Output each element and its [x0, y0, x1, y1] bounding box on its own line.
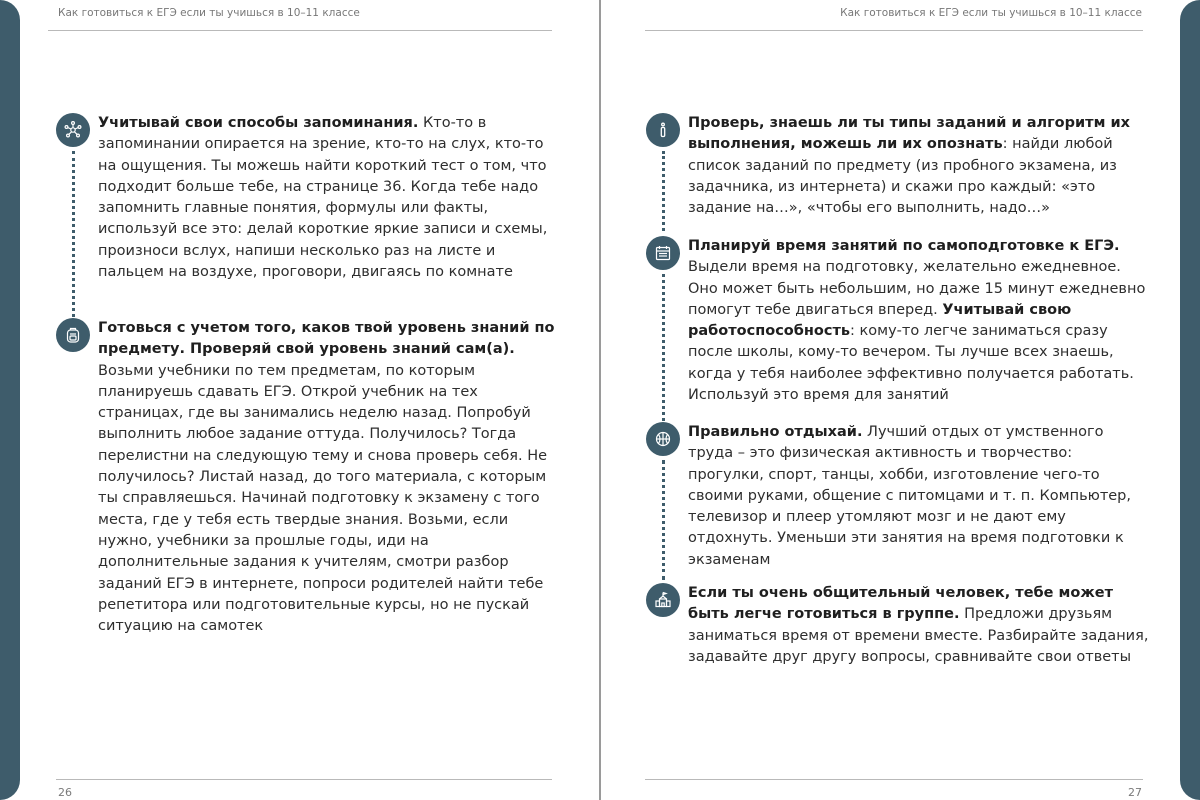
tip-subheading: Учитывай свою работоспособность	[688, 301, 1072, 340]
left-page	[0, 0, 599, 800]
right-running-header: Как готовиться к ЕГЭ если ты учишься в 10–11 классе	[840, 7, 1142, 19]
tip-heading: Правильно отдыхай.	[688, 424, 863, 440]
timeline-dots	[662, 460, 665, 580]
tip-body: Выдели время на подготовку, желательно ежедневное. Оно может быть небольшим, но даже 15 минут ежедневно помогут тебе двигаться вперед.	[688, 259, 1146, 318]
right-page	[601, 0, 1200, 800]
tip-body: Возьми учебники по тем предметам, по которым планируешь сдавать ЕГЭ. Открой учебник на тех страницах, где вы занимались неделю назад. Попробуй выполнить любое задание оттуда. Получилось? Тогда перелистни на следующую тему и снова проверь себя. Не получилось? Листай назад, до того материала, с которым ты справляешься. Начинай подготовку к экзамену с того места, где у тебя есть твердые знания. Возьми, если нужно, учебники за прошлые годы, иди на дополнительные задания к учителям, смотри разбор заданий ЕГЭ в интернете, попроси родителей найти тебе репетитора или подготовительные курсы, но не пускай ситуацию на самотек	[98, 362, 548, 635]
calendar-icon	[646, 236, 680, 270]
right-header-rule	[645, 30, 1143, 31]
right-page-number: 27	[1128, 786, 1142, 799]
tip-text	[98, 113, 556, 283]
school-icon	[646, 583, 680, 617]
tip-text	[688, 583, 1150, 668]
tip-body: Кто-то в запоминании опирается на зрение, кто-то на слух, кто-то на ощущения. Ты можешь найти короткий тест о том, что подходит больше тебе, на странице 36. Когда тебе надо запомнить главные понятия, формулы или факты, используй все это: делай короткие яркие записи и схемы, произноси вслух, напиши несколько раз на листе и пальцем на воздухе, проговори, двигаясь по комнате	[98, 115, 548, 281]
basketball-icon	[646, 422, 680, 456]
left-footer-rule	[56, 779, 552, 780]
left-running-header: Как готовиться к ЕГЭ если ты учишься в 10–11 классе	[58, 7, 360, 19]
tip-heading: Проверь, знаешь ли ты типы заданий и алгоритм их выполнения, можешь ли их опознать	[688, 115, 1131, 153]
left-page-number: 26	[58, 786, 72, 799]
tip-body-continued: : кому-то легче заниматься сразу после школы, кому-то вечером. Ты лучше всех знаешь, когда у тебя наиболее эффективно получается работать. Используй это время для занятий	[688, 323, 1134, 404]
tip-body: : найди любой список заданий по предмету (из пробного экзамена, из задачника, из интернета) и скажи про каждый: «это задание на…», «чтобы его выполнить, надо…»	[688, 136, 1117, 217]
right-footer-rule	[645, 779, 1143, 780]
tip-body: Предложи друзьям заниматься время от времени вместе. Разбирайте задания, задавайте друг другу вопросы, сравнивайте свои ответы	[688, 606, 1149, 665]
timeline-dots	[662, 151, 665, 231]
tip-text	[688, 236, 1150, 406]
backpack-icon	[56, 318, 90, 352]
tip-heading: Учитывай свои способы запоминания.	[98, 115, 419, 131]
tip-heading: Готовься с учетом того, каков твой уровень знаний по предмету. Проверяй свой уровень знаний сам(а).	[98, 320, 555, 358]
network-icon	[56, 113, 90, 147]
tip-heading: Если ты очень общительный человек, тебе может быть легче готовиться в группе.	[688, 585, 1114, 623]
tip-body: Лучший отдых от умственного труда – это физическая активность и творчество: прогулки, спорт, танцы, хобби, изготовление чего-то своими руками, общение с питомцами и т. п. Компьютер, телевизор и плеер утомляют мозг и не дают ему отдохнуть. Уменьши эти занятия на время подготовки к экзаменам	[688, 424, 1132, 568]
timeline-dots	[662, 274, 665, 421]
tip-text	[688, 113, 1150, 219]
info-icon	[646, 113, 680, 147]
tip-text	[98, 318, 556, 637]
timeline-dots	[72, 151, 75, 317]
tip-text	[688, 422, 1150, 571]
tip-heading: Планируй время занятий по самоподготовке к ЕГЭ.	[688, 238, 1120, 254]
left-header-rule	[48, 30, 552, 31]
